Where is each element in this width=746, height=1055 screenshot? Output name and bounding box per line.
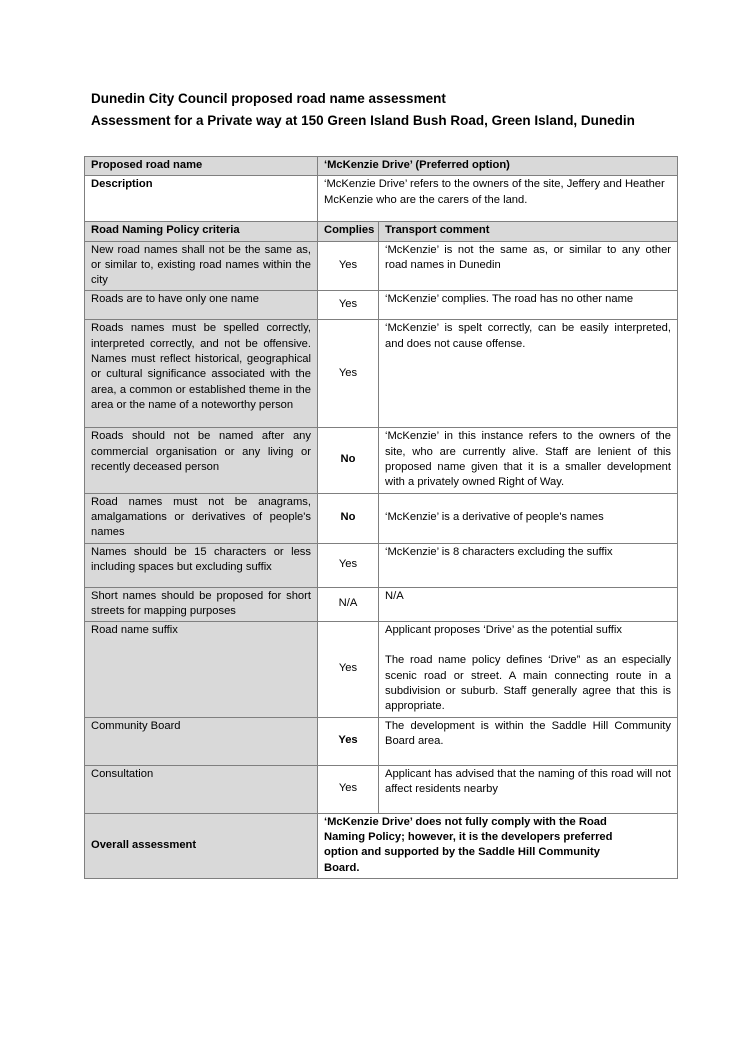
assessment-table [84,156,678,879]
description-label: Description [85,176,318,222]
complies-cell: Yes [318,320,379,428]
criteria-cell: Road name suffix [85,622,318,717]
comment-cell: The development is within the Saddle Hill Community Board area. [379,717,678,765]
complies-cell: Yes [318,622,379,717]
criteria-cell: Short names should be proposed for short streets for mapping purposes [85,587,318,622]
criteria-cell: Road names must not be anagrams, amalgamations or derivatives of people's names [85,493,318,543]
complies-cell: N/A [318,587,379,622]
comment-cell: N/A [379,587,678,622]
complies-cell: No [318,493,379,543]
proposed-name-label: Proposed road name [85,157,318,176]
table-row [85,428,678,493]
table-row [85,241,678,291]
criteria-cell: Names should be 15 characters or less including spaces but excluding suffix [85,543,318,587]
comment-cell: ‘McKenzie’ is a derivative of people's names [379,493,678,543]
description-value: ‘McKenzie Drive’ refers to the owners of the site, Jeffery and Heather McKenzie who are the carers of the land. [318,176,678,222]
comment-cell: Applicant has advised that the naming of this road will not affect residents nearby [379,765,678,813]
criteria-cell: Roads should not be named after any commercial organisation or any living or recently deceased person [85,428,318,493]
document-title: Dunedin City Council proposed road name assessment [91,91,446,106]
criteria-cell: Roads are to have only one name [85,291,318,320]
criteria-cell: New road names shall not be the same as, or similar to, existing road names within the city [85,241,318,291]
complies-cell: No [318,428,379,493]
comment-cell: ‘McKenzie’ in this instance refers to the owners of the site, who are currently alive. Staff are lenient of this proposed name given that it is a smaller development with a privately owned Right of Way. [379,428,678,493]
criteria-cell: Roads names must be spelled correctly, interpreted correctly, and not be offensive. Names must reflect historical, geographical or cultural significance associated with the area, a common or established theme in the area or the name of a noteworthy person [85,320,318,428]
header-comment: Transport comment [379,222,678,241]
comment-cell: ‘McKenzie’ complies. The road has no other name [379,291,678,320]
table-row [85,291,678,320]
overall-assessment-label: Overall assessment [85,813,318,878]
comment-paragraph: Applicant proposes ‘Drive’ as the potential suffix [385,624,622,637]
complies-cell: Yes [318,543,379,587]
comment-cell: ‘McKenzie’ is 8 characters excluding the suffix [379,543,678,587]
table-row [85,717,678,765]
table-row [85,765,678,813]
header-complies: Complies [318,222,379,241]
criteria-cell: Consultation [85,765,318,813]
comment-cell: ‘McKenzie’ is spelt correctly, can be easily interpreted, and does not cause offense. [379,320,678,428]
criteria-cell: Community Board [85,717,318,765]
header-criteria: Road Naming Policy criteria [85,222,318,241]
overall-assessment-value: ‘McKenzie Drive’ does not fully comply with the Road Naming Policy; however, it is the developers preferred option and supported by the Saddle Hill Community Board. [318,813,678,878]
table-row [85,543,678,587]
comment-cell [379,622,678,717]
comment-cell: ‘McKenzie’ is not the same as, or similar to any other road names in Dunedin [379,241,678,291]
table-row [85,320,678,428]
complies-cell: Yes [318,717,379,765]
complies-cell: Yes [318,765,379,813]
proposed-name-value: ‘McKenzie Drive’ (Preferred option) [318,157,678,176]
table-row [85,587,678,622]
table-row [85,493,678,543]
complies-cell: Yes [318,241,379,291]
document-subtitle: Assessment for a Private way at 150 Green Island Bush Road, Green Island, Dunedin [91,113,635,128]
comment-paragraph: The road name policy defines ‘Drive” as an especially scenic road or street. A main connecting route in a subdivision or suburb. Staff generally agree that this is appropriate. [385,654,672,713]
table-row [85,622,678,717]
complies-cell: Yes [318,291,379,320]
